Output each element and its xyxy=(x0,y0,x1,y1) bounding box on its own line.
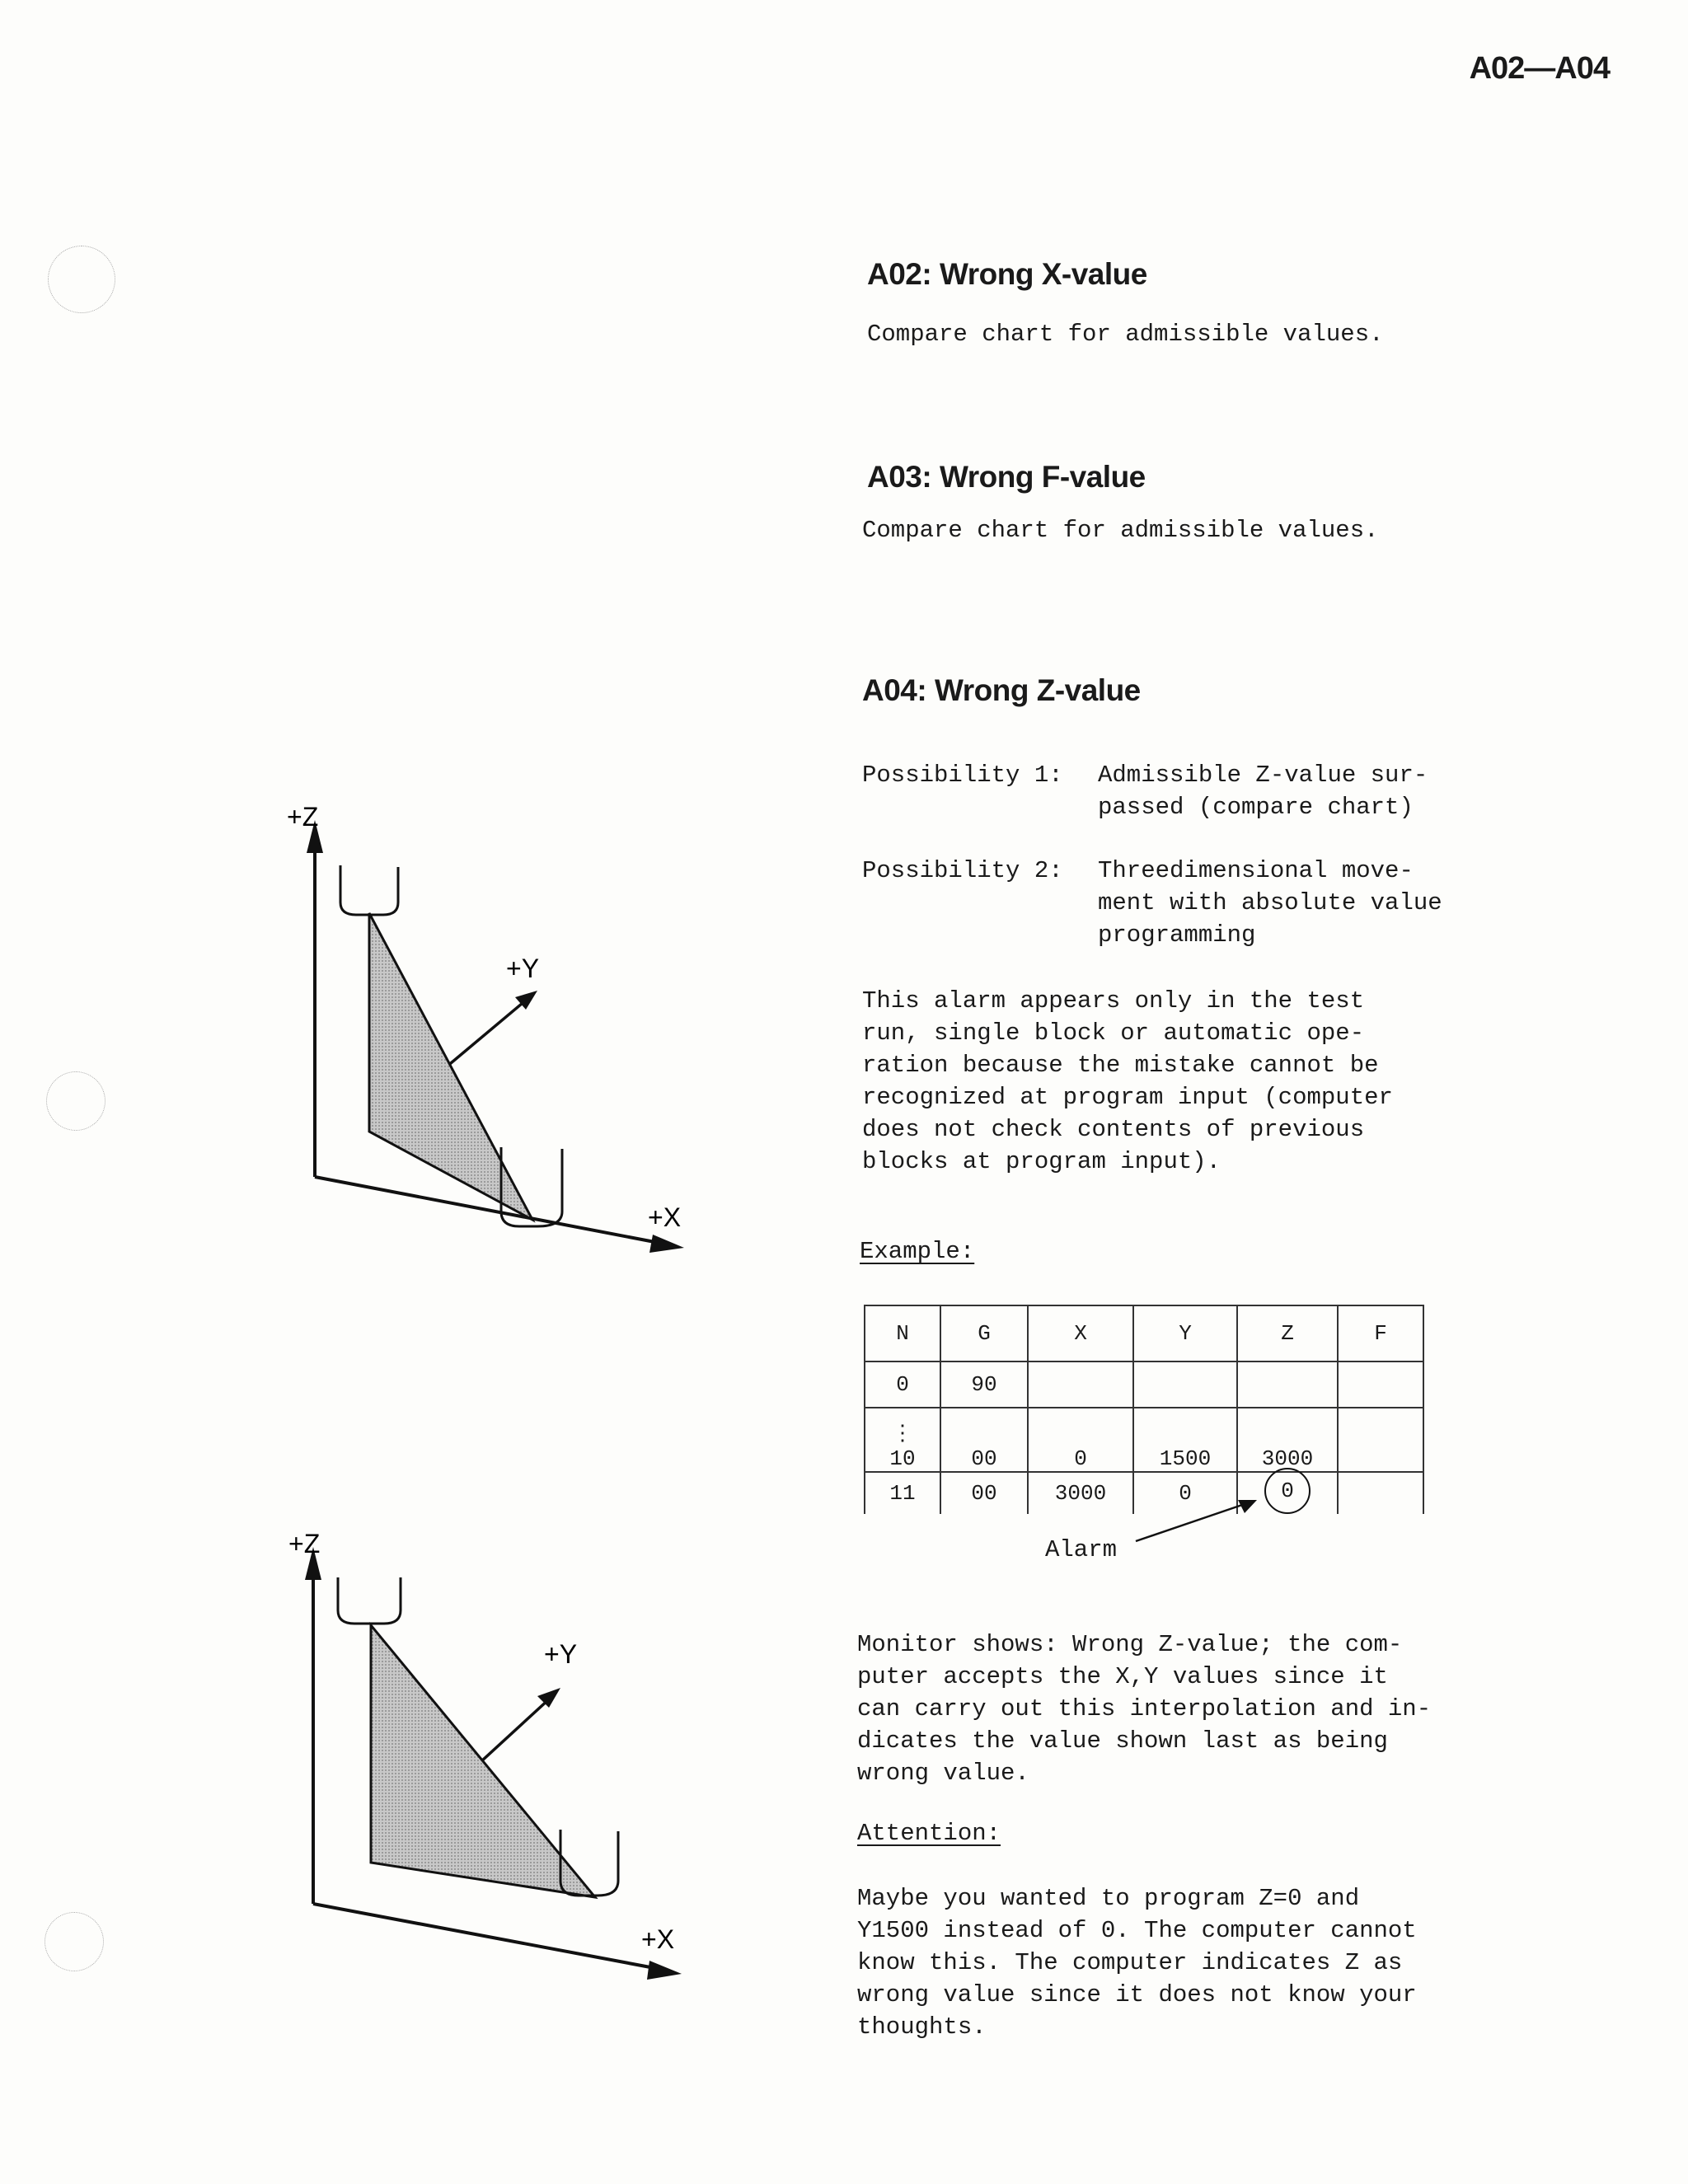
table-cell: 3000 xyxy=(1028,1472,1133,1514)
table-cell-value: 10 xyxy=(889,1446,916,1471)
table-cell xyxy=(1028,1361,1133,1408)
table-header-cell: X xyxy=(1028,1305,1133,1361)
possibility-2-text: Threedimensional move- ment with absolute value programming xyxy=(1098,857,1442,949)
table-cell xyxy=(865,1408,940,1472)
table-cell: 90 xyxy=(940,1361,1028,1408)
table-cell xyxy=(1338,1361,1423,1408)
table-cell: 00 xyxy=(940,1472,1028,1514)
table-cell: 1500 xyxy=(1133,1408,1237,1472)
table-cell xyxy=(1237,1361,1338,1408)
possibility-2-label: Possibility 2: xyxy=(862,857,1063,884)
z-axis-label: +Z xyxy=(287,802,319,832)
alarm-circled-value: 0 xyxy=(1264,1468,1311,1514)
diagram-top xyxy=(272,791,701,1269)
table-cell: 0 xyxy=(865,1361,940,1408)
section-a04-title: A04: Wrong Z-value xyxy=(862,673,1141,707)
table-ellipsis: ⋮ xyxy=(892,1422,913,1446)
table-cell: 0 xyxy=(1028,1408,1133,1472)
table-cell xyxy=(1338,1408,1423,1472)
x-axis-label: +X xyxy=(648,1202,682,1232)
example-table xyxy=(864,1305,1424,1514)
punch-hole-middle xyxy=(46,1071,106,1131)
punch-hole-top xyxy=(48,246,115,313)
possibility-1-label: Possibility 1: xyxy=(862,762,1063,789)
section-a03-title: A03: Wrong F-value xyxy=(867,460,1146,494)
diagram-bottom xyxy=(272,1518,701,1996)
z-axis-label: +Z xyxy=(288,1529,321,1558)
table-header-row xyxy=(865,1305,1423,1361)
table-cell xyxy=(1338,1472,1423,1514)
x-axis-label: +X xyxy=(641,1924,675,1954)
section-a04-paragraph: This alarm appears only in the test run, single block or automatic ope- ration because the mistake cannot be recognized at program input (computer does not check contents of previous blocks at program input). xyxy=(862,987,1393,1175)
alarm-label: Alarm xyxy=(1045,1536,1118,1563)
y-axis-label: +Y xyxy=(506,954,540,983)
section-a02-title: A02: Wrong X-value xyxy=(867,257,1147,291)
section-a03-text: Compare chart for admissible values. xyxy=(862,517,1379,544)
table-cell xyxy=(1133,1361,1237,1408)
table-cell: 0 xyxy=(1133,1472,1237,1514)
table-header-cell: Z xyxy=(1237,1305,1338,1361)
example-label: Example: xyxy=(860,1238,975,1265)
table-header-cell: Y xyxy=(1133,1305,1237,1361)
punch-hole-bottom xyxy=(45,1912,104,1971)
attention-text: Maybe you wanted to program Z=0 and Y1500 instead of 0. The computer cannot know this. The computer indicates Z as wrong value since it does not know your thoughts. xyxy=(857,1885,1417,2041)
attention-label: Attention: xyxy=(857,1820,1001,1847)
section-a02-text: Compare chart for admissible values. xyxy=(867,321,1384,348)
table-row xyxy=(865,1408,1423,1472)
table-cell: 11 xyxy=(865,1472,940,1514)
y-axis-label: +Y xyxy=(544,1639,578,1669)
table-cell: 3000 xyxy=(1237,1408,1338,1472)
table-row xyxy=(865,1361,1423,1408)
table-header-cell: F xyxy=(1338,1305,1423,1361)
monitor-text: Monitor shows: Wrong Z-value; the com- puter accepts the X,Y values since it can carry out this interpolation and in- dicates the value shown last as being wrong value. xyxy=(857,1631,1432,1787)
table-cell: 00 xyxy=(940,1408,1028,1472)
page-header: A02—A04 xyxy=(1469,51,1610,86)
alarm-arrow xyxy=(1121,1483,1286,1558)
possibility-1-text: Admissible Z-value sur- passed (compare chart) xyxy=(1098,762,1428,821)
table-header-cell: G xyxy=(940,1305,1028,1361)
table-header-cell: N xyxy=(865,1305,940,1361)
